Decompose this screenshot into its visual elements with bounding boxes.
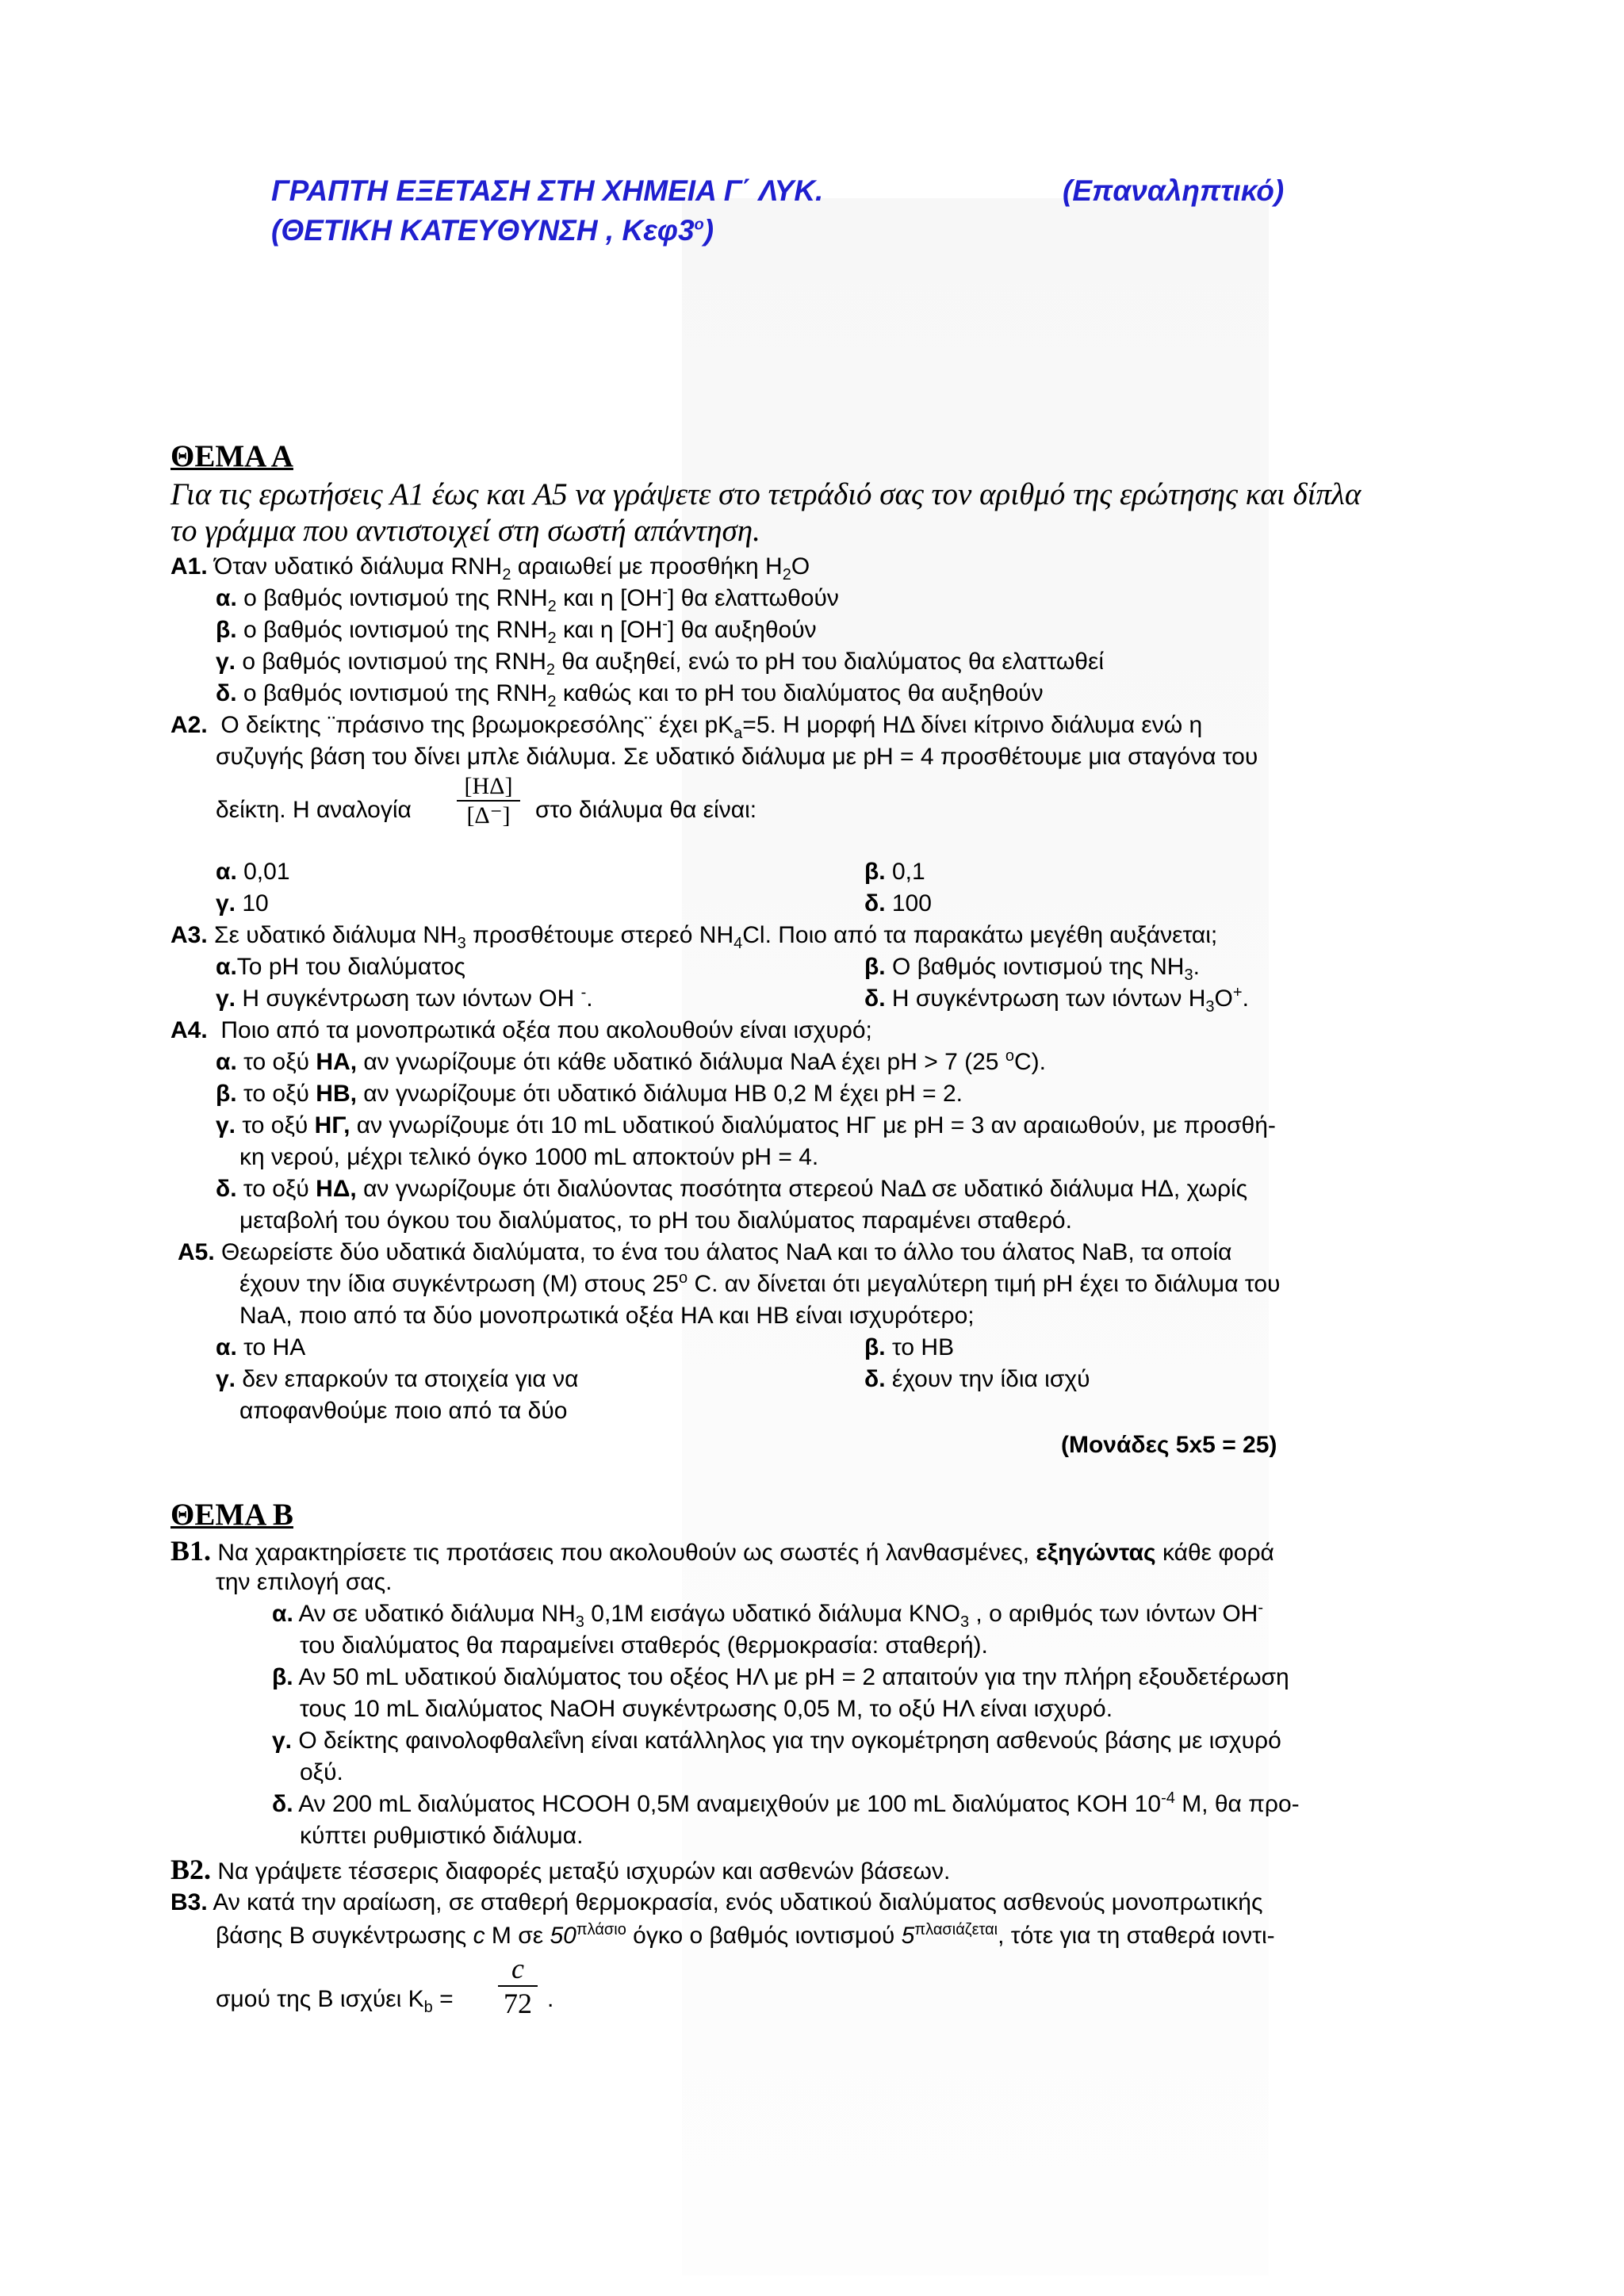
kb-denominator: 72 (504, 1988, 532, 2019)
question-a2-line3b: στο διάλυμα θα είναι: (535, 797, 757, 823)
section-a-marks: (Μονάδες 5x5 = 25) (1061, 1432, 1277, 1458)
b1-statement-c: γ. Ο δείκτης φαινολοφθαλεΐνη είναι κατάλληλος για την ογκομέτρηση ασθενούς βάσης με ισχυρό (272, 1728, 1281, 1754)
question-a2-line2: συζυγής βάση του δίνει μπλε διάλυμα. Σε υδατικό διάλυμα με pH = 4 προσθέτουμε μια σταγόνα του (216, 744, 1258, 770)
a1-option-c: γ. ο βαθμός ιοντισμού της $RNH_2$ θα αυξηθεί, ενώ το pH του διαλύματος θα ελαττωθεί (216, 649, 1105, 679)
question-b3-line1: Β3. Αν κατά την αραίωση, σε σταθερή θερμοκρασία, ενός υδατικού διαλύματος ασθενούς μονοπρωτικής (170, 1889, 1263, 1915)
exam-subtitle: (ΘΕΤΙΚΗ ΚΑΤΕΥΘΥΝΣΗ , $K\varepsilon\varphi 3^o$) (271, 214, 714, 247)
a3-option-c: γ. Η συγκέντρωση των ιόντων OH -. (216, 984, 593, 1012)
a4-option-b: β. το οξύ ΗΒ, αν γνωρίζουμε ότι υδατικό διάλυμα ΗΒ 0,2 Μ έχει pH = 2. (216, 1081, 963, 1107)
question-b1-line2: την επιλογή σας. (216, 1569, 393, 1595)
b1-statement-c-cont: οξύ. (300, 1759, 343, 1785)
a2-option-d: δ. 100 (864, 890, 932, 916)
section-heading-b: ΘΕΜΑ Β (170, 1498, 293, 1532)
a1-option-a: α. ο βαθμός ιοντισμού της $RNH_2$ και η [OH-] θα ελαττωθούν (216, 584, 839, 615)
question-b2: Β2. Να γράψετε τέσσερις διαφορές μεταξύ ισχυρών και ασθενών βάσεων. (170, 1854, 951, 1885)
b1-statement-b-cont: τους 10 mL διαλύματος NaOH συγκέντρωσης 0,05 M, το οξύ ΗΛ είναι ισχυρό. (300, 1696, 1113, 1722)
a4-option-d: δ. το οξύ ΗΔ, αν γνωρίζουμε ότι διαλύοντας ποσότητα στερεού NaΔ σε υδατικό διάλυμα ΗΔ, χωρίς (216, 1176, 1248, 1202)
a2-option-a: α. 0,01 (216, 859, 290, 885)
question-a1: Α1. Όταν υδατικό διάλυμα $RNH_2$ αραιωθεί με προσθήκη $H_2O$ (170, 553, 810, 584)
a5-option-b: β. το ΗΒ (864, 1334, 955, 1360)
exam-title-tag: (Επαναληπτικό) (1063, 174, 1285, 207)
b1-statement-d-cont: κύπτει ρυθμιστικό διάλυμα. (300, 1823, 584, 1849)
section-a-intro-line2: το γράμμα που αντιστοιχεί στη σωστή απάντηση. (170, 514, 760, 548)
a1-option-b: β. ο βαθμός ιοντισμού της $RNH_2$ και η [OH-] θα αυξηθούν (216, 615, 817, 647)
question-a5-line3: NaA, ποιο από τα δύο μονοπρωτικά οξέα ΗΑ και ΗΒ είναι ισχυρότερο; (239, 1303, 975, 1329)
kb-numerator: c (511, 1953, 524, 1984)
a4-option-d-cont: μεταβολή του όγκου του διαλύματος, το pH του διαλύματος παραμένει σταθερό. (239, 1207, 1072, 1234)
kb-fraction (498, 1952, 538, 2020)
a5-option-d: δ. έχουν την ίδια ισχύ (864, 1366, 1090, 1392)
a5-option-a: α. το ΗΑ (216, 1334, 306, 1360)
question-a2-line3a: δείκτη. Η αναλογία (216, 797, 412, 823)
ratio-numerator: [HΔ] (464, 773, 513, 799)
question-b3-line3: σμού της Β ισχύει $K_b$ = (216, 1986, 454, 2016)
section-a-intro-line1: Για τις ερωτήσεις Α1 έως και Α5 να γράψετε στο τετράδιό σας τον αριθμό της ερώτησης και δίπλα (170, 477, 1362, 511)
ratio-denominator: [Δ⁻] (466, 802, 511, 828)
question-a3: Α3. Σε υδατικό διάλυμα $NH_3$ προσθέτουμε στερεό $NH_4Cl$. Ποιο από τα παρακάτω μεγέθη αυξάνεται; (170, 922, 1218, 952)
a4-option-a: α. το οξύ ΗΑ, αν γνωρίζουμε ότι κάθε υδατικό διάλυμα NaA έχει pH > 7 (25 $^o$C). (216, 1047, 1046, 1075)
question-a2-line1: Α2. Ο δείκτης ¨πράσινο της βρωμοκρεσόλης¨ έχει $pK_a=5$. Η μορφή ΗΔ δίνει κίτρινο διάλυμα ενώ η (170, 712, 1203, 742)
a3-option-b: β. Ο βαθμός ιοντισμού της $NH_3$. (864, 954, 1200, 984)
a5-option-c: γ. δεν επαρκούν τα στοιχεία για να (216, 1366, 579, 1392)
b1-statement-a-cont: του διαλύματος θα παραμείνει σταθερός (θερμοκρασία: σταθερή). (300, 1632, 988, 1659)
section-heading-a: ΘΕΜΑ Α (170, 439, 293, 473)
a4-option-c: γ. το οξύ ΗΓ, αν γνωρίζουμε ότι 10 mL υδατικού διαλύματος ΗΓ με pH = 3 αν αραιωθούν, με προσθή- (216, 1112, 1276, 1138)
ratio-fraction (457, 773, 520, 829)
a5-option-c-cont: αποφανθούμε ποιο από τα δύο (239, 1398, 568, 1424)
question-b3-end: . (547, 1986, 554, 2012)
a2-option-c: γ. 10 (216, 890, 269, 916)
b1-statement-d: δ. Αν 200 mL διαλύματος HCOOH 0,5M αναμειχθούν με 100 mL διαλύματος KOH $10^{-4}$ M, θα προ- (272, 1789, 1300, 1817)
b1-statement-a: α. Αν σε υδατικό διάλυμα $NH_3$ 0,1M εισάγω υδατικό διάλυμα $KNO_3$ , ο αριθμός των ιόντων OH- (272, 1599, 1263, 1631)
a3-option-a: α.Το pH του διαλύματος (216, 954, 465, 980)
question-a5-line1: Α5. Θεωρείστε δύο υδατικά διαλύματα, το ένα του άλατος NaA και το άλλο του άλατος NaB, τα οποία (178, 1239, 1232, 1265)
exam-title: ΓΡΑΠΤΗ ΕΞΕΤΑΣΗ ΣΤΗ ΧΗΜΕΙΑ Γ΄ ΛΥΚ. (271, 174, 824, 207)
question-a4: Α4. Ποιο από τα μονοπρωτικά οξέα που ακολουθούν είναι ισχυρό; (170, 1017, 872, 1043)
a4-option-c-cont: κη νερού, μέχρι τελικό όγκο 1000 mL αποκτούν pH = 4. (239, 1144, 819, 1170)
b1-statement-b: β. Αν 50 mL υδατικού διαλύματος του οξέος ΗΛ με pH = 2 απαιτούν για την πλήρη εξουδετέρωση (272, 1664, 1289, 1690)
a1-option-d: δ. ο βαθμός ιοντισμού της $RNH_2$ καθώς και το pH του διαλύματος θα αυξηθούν (216, 680, 1044, 710)
question-a5-line2: έχουν την ίδια συγκέντρωση (Μ) στους $25^o$ C. αν δίνεται ότι μεγαλύτερη τιμή pH έχει το διάλυμα του (239, 1269, 1281, 1297)
a2-option-b: β. 0,1 (864, 859, 925, 885)
question-b3-line2: βάσης Β συγκέντρωσης c Μ σε $50^{\pi\lambda ά\sigma\iota o}$ όγκο ο βαθμός ιοντισμού $5^{\pi\lambda\alpha\sigma\iota ά\zeta\varepsilon\tau\alpha\iota}$, τότε για τη σταθερά ιοντι- (216, 1921, 1275, 1949)
question-b1-line1: Β1. Να χαρακτηρίσετε τις προτάσεις που ακολουθούν ως σωστές ή λανθασμένες, εξηγώντας κάθε φορά (170, 1535, 1274, 1567)
a3-option-d: δ. Η συγκέντρωση των ιόντων $H_3O^+$. (864, 984, 1249, 1016)
